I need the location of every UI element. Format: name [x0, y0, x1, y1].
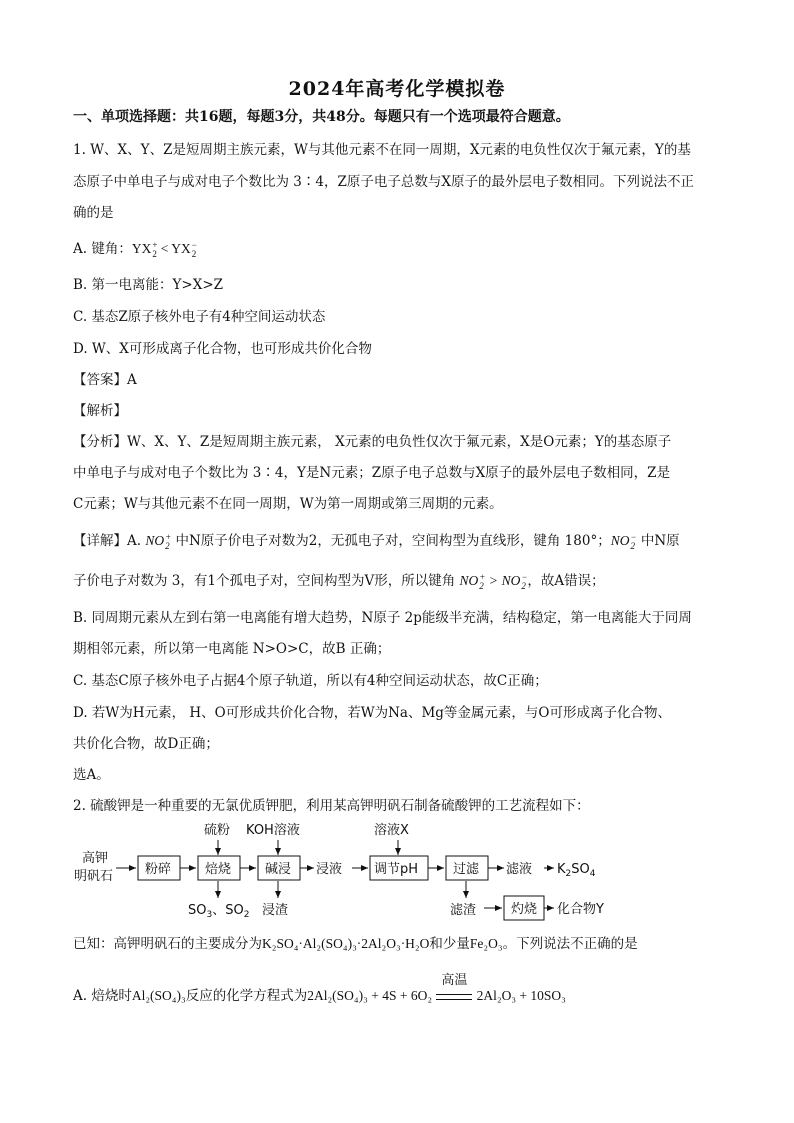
- raw-material-line1: 高钾: [82, 851, 109, 866]
- analysis-label: 【解析】: [73, 403, 127, 419]
- q1-option-a[interactable]: [73, 240, 197, 259]
- input-sulfur-powder: 硫粉: [204, 823, 231, 838]
- page-title: 2024年高考化学模拟卷: [288, 78, 506, 100]
- q2-stem: 2. 硫酸钾是一种重要的无氯优质钾肥，利用某高钾明矾石制备硫酸钾的工艺流程如下：: [73, 798, 590, 814]
- answer-value: A: [127, 372, 137, 388]
- answer-label: 【答案】: [73, 372, 127, 388]
- formula-no2-plus: NO+ 2: [145, 531, 172, 551]
- xiangjie-d-line2: 共价化合物，故D正确；: [73, 736, 219, 752]
- choose-answer: 选A。: [73, 767, 110, 783]
- step-crush-label: 粉碎: [145, 862, 172, 877]
- fenxi-line2: 中单电子与成对电子个数比为 3∶4，Y是N元素；Z原子电子总数与X原子的最外层电子数相同，Z是: [73, 465, 671, 481]
- formula-no2-minus-compare: NO− 2: [501, 571, 528, 591]
- q2-known-info: 已知：高钾明矾石的主要成分为K₂SO₄·Al₂(SO₄)₃·2Al₂O₃·H₂O和少量Fe₂O₃。下列说法不正确的是: [73, 936, 638, 952]
- fenxi-line3: C元素；W与其他元素不在同一周期，W为第一周期或第三周期的元素。: [73, 496, 503, 512]
- xiangjie-line1: 【详解】A. NO+ 2 中N原子价电子对数为2，无孤电子对，空间构型为直线形，键角 180°；NO− 2 中N原: [73, 531, 680, 551]
- section-header: 一、单项选择题：共16题，每题3分，共48分。每题只有一个选项最符合题意。: [73, 109, 570, 125]
- q2-option-a-reactant: Al₂(SO₄)₃: [131, 988, 186, 1003]
- step-leach-label: 碱浸: [265, 862, 292, 877]
- q1-stem-line3: 确的是: [73, 205, 114, 221]
- xiangjie-d-line1: D. 若W为H元素， H、O可形成共价化合物，若W为Na、Mg等金属元素，与O可形成离子化合物、: [73, 705, 671, 721]
- formula-no2-plus-compare: NO+ 2: [459, 571, 486, 591]
- step-calcine-label: 灼烧: [511, 902, 538, 917]
- xiangjie-b-line1: B. 同周期元素从左到右第一电离能有增大趋势，N原子 2p能级半充满，结构稳定，第一电离能大于同周: [73, 610, 692, 626]
- xiangjie-line2: 子价电子对数为 3，有1个孤电子对，空间构型为V形，所以键角 NO+ 2 > NO− 2 ，故A错误；: [73, 571, 605, 591]
- q1-option-b[interactable]: B. 第一电离能：Y>X>Z: [73, 277, 224, 293]
- alunite-formula: K₂SO₄·Al₂(SO₄)₃·2Al₂O₃·H₂O: [262, 936, 430, 951]
- q1-option-a-relation: <: [157, 241, 172, 256]
- equation-rhs: 2Al₂O₃ + 10SO₃: [476, 988, 566, 1003]
- formula-no2-minus: NO− 2: [610, 531, 637, 551]
- output-sulfur-oxides: $SO_3$、$SO_2$: [188, 903, 250, 920]
- intermediate-leachate: 浸液: [316, 862, 343, 877]
- q1-option-a-expr2: YX− 2: [171, 239, 197, 259]
- xiangjie-b-line2: 期相邻元素，所以第一电离能 N>O>C，故B 正确；: [73, 641, 391, 657]
- product-k2so4: $K_2SO_4$: [557, 862, 596, 879]
- intermediate-filtrate: 滤液: [506, 862, 533, 877]
- output-filter-residue: 滤渣: [450, 903, 477, 918]
- q1-option-d[interactable]: D. W、X可形成离子化合物，也可形成共价化合物: [73, 341, 372, 357]
- q1-stem-line2: 态原子中单电子与成对电子个数比为 3∶4，Z原子电子总数与X原子的最外层电子数相同。下列说法不正: [73, 174, 694, 190]
- xiangjie-c: C. 基态C原子核外电子占据4个原子轨道，所以有4种空间运动状态，故C正确；: [73, 673, 548, 689]
- equation-lhs: 2Al₂(SO₄)₃ + 4S + 6O₂: [307, 988, 433, 1003]
- q1-option-a-expr1: YX+ 2: [131, 239, 158, 259]
- equation-condition: 高温: [436, 987, 472, 1005]
- process-flow-diagram: [70, 818, 670, 928]
- step-filter-label: 过滤: [453, 862, 480, 877]
- output-leach-residue: 浸渣: [262, 903, 289, 918]
- product-compound-y: 化合物Y: [557, 902, 604, 917]
- q1-answer: [73, 371, 137, 389]
- q1-option-c[interactable]: C. 基态Z原子核外电子有4种空间运动状态: [73, 309, 326, 325]
- q1-stem-line1: 1. W、X、Y、Z是短周期主族元素，W与其他元素不在同一周期，X元素的电负性仅次于氟元素，Y的基: [73, 142, 691, 158]
- fenxi-line1: 【分析】W、X、Y、Z是短周期主族元素， X元素的电负性仅次于氟元素，X是O元素；Y的基态原子: [73, 434, 672, 450]
- q1-option-a-prefix: A. 键角：: [73, 241, 132, 257]
- input-koh-solution: KOH溶液: [246, 823, 300, 838]
- fe2o3-formula: Fe₂O₃: [469, 936, 503, 951]
- q2-option-a[interactable]: A. 焙烧时Al₂(SO₄)₃反应的化学方程式为2Al₂(SO₄)₃ + 4S + 6O₂ 高温 2Al₂O₃ + 10SO₃: [73, 973, 566, 1004]
- input-solution-x: 溶液X: [374, 823, 409, 838]
- step-ph-label: 调节pH: [374, 862, 419, 877]
- raw-material-line2: 明矾石: [74, 869, 114, 884]
- step-roast-label: 焙烧: [205, 862, 232, 877]
